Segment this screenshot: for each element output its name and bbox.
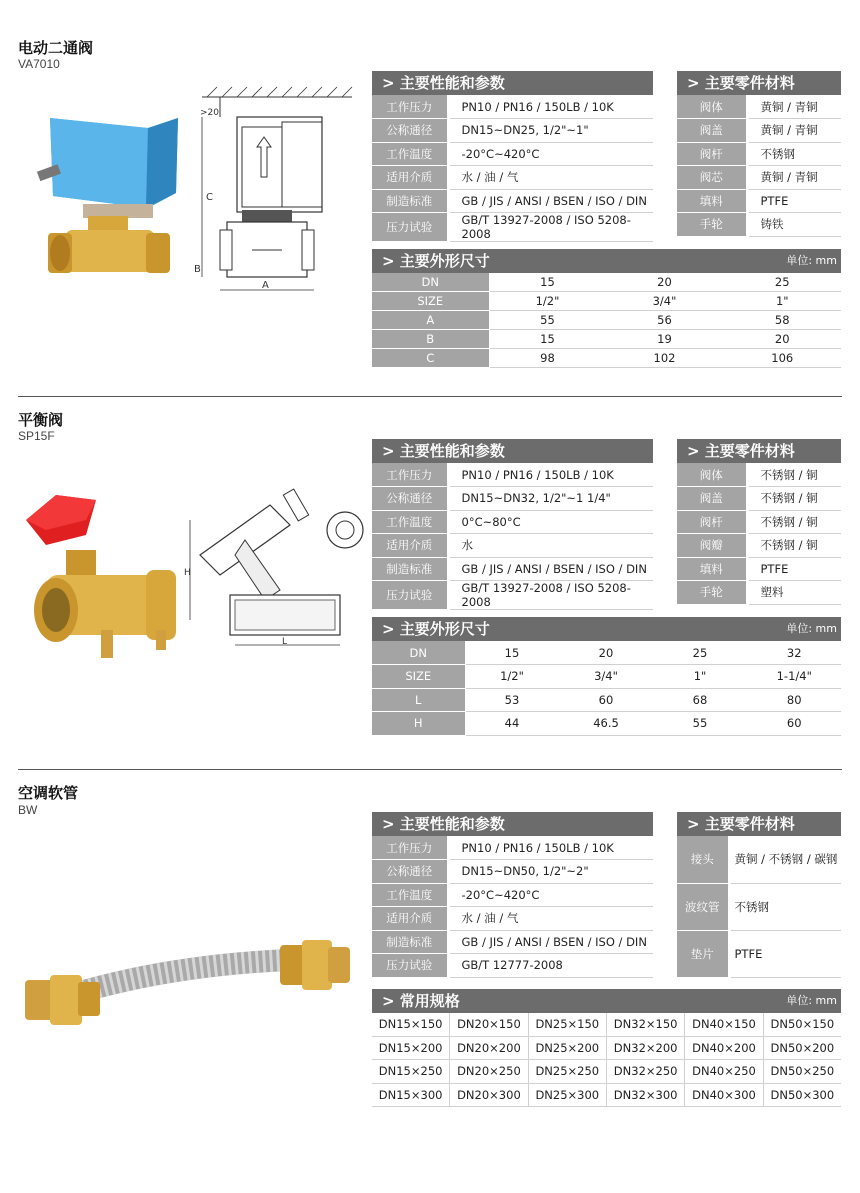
- table-cell: DN40×250: [685, 1060, 763, 1083]
- table-label-cell: H: [372, 712, 465, 736]
- balance-valve-drawing: [180, 480, 370, 660]
- table-cell: 水 / 油 / 气: [448, 166, 653, 190]
- specs-header-label: > 常用规格: [382, 992, 460, 1010]
- table-row: [372, 329, 841, 348]
- table-label-cell: 制造标准: [372, 930, 448, 954]
- table-cell: 80: [747, 688, 841, 712]
- table-cell: 60: [559, 688, 653, 712]
- table-label-cell: 阀瓣: [677, 534, 747, 558]
- table-row: [372, 348, 841, 367]
- table-cell: DN32×250: [606, 1060, 684, 1083]
- table-label-cell: 工作压力: [372, 836, 448, 860]
- table-cell: GB / JIS / ANSI / BSEN / ISO / DIN: [448, 189, 653, 213]
- table-cell: 32: [747, 641, 841, 665]
- specs-table: [372, 1013, 841, 1107]
- drawing-label-h: H: [184, 568, 191, 578]
- table-cell: DN50×300: [763, 1083, 841, 1106]
- materials-table: [677, 95, 841, 237]
- table-cell: DN15~DN32, 1/2"~1 1/4": [448, 487, 653, 511]
- table-label-cell: 接头: [677, 836, 729, 883]
- table-row: [372, 641, 841, 665]
- materials-table: [677, 463, 841, 605]
- table-row: [372, 487, 653, 511]
- table-cell: 15: [465, 641, 559, 665]
- params-table: [372, 836, 653, 978]
- dims-header: [372, 617, 841, 641]
- table-cell: DN25×300: [528, 1083, 606, 1106]
- table-cell: 15: [489, 273, 606, 291]
- table-cell: 25: [723, 273, 841, 291]
- table-row: [372, 534, 653, 558]
- drawing-label-b: B: [194, 264, 201, 275]
- table-label-cell: 制造标准: [372, 189, 448, 213]
- table-label-cell: 工作温度: [372, 142, 448, 166]
- table-row: [372, 189, 653, 213]
- table-row: [372, 712, 841, 736]
- drawing-label-a: A: [262, 280, 269, 291]
- table-cell: 0°C~80°C: [448, 510, 653, 534]
- table-label-cell: DN: [372, 273, 489, 291]
- table-cell: 55: [653, 712, 747, 736]
- table-cell: 水: [448, 534, 653, 558]
- table-cell: DN50×250: [763, 1060, 841, 1083]
- table-row: [372, 907, 653, 931]
- table-cell: DN15×150: [372, 1013, 450, 1036]
- unit-label: 单位: mm: [786, 622, 837, 635]
- table-cell: DN50×150: [763, 1013, 841, 1036]
- dims-table: [372, 641, 841, 736]
- table-row: [372, 836, 653, 860]
- unit-label: 单位: mm: [786, 994, 837, 1007]
- table-row: [372, 510, 653, 534]
- motorized-valve-drawing: [192, 82, 357, 297]
- table-label-cell: 公称通径: [372, 860, 448, 884]
- flexible-hose-photo: [20, 935, 355, 1035]
- table-cell: -20°C~420°C: [448, 883, 653, 907]
- table-cell: 1": [723, 291, 841, 310]
- product-code: SP15F: [18, 429, 55, 443]
- table-row: [372, 119, 653, 143]
- table-label-cell: 压力试验: [372, 954, 448, 978]
- table-label-cell: 制造标准: [372, 557, 448, 581]
- product-title: 电动二通阀: [18, 39, 94, 57]
- table-cell: DN15~DN25, 1/2"~1": [448, 119, 653, 143]
- divider: [18, 396, 842, 397]
- table-cell: 106: [723, 348, 841, 367]
- table-row: [677, 487, 841, 511]
- table-row: [677, 557, 841, 581]
- table-cell: 15: [489, 329, 606, 348]
- table-cell: 1-1/4": [747, 665, 841, 689]
- table-label-cell: 阀芯: [677, 166, 747, 190]
- table-row: [677, 534, 841, 558]
- table-row: [372, 557, 653, 581]
- table-label-cell: 波纹管: [677, 883, 729, 930]
- params-header: > 主要性能和参数: [372, 439, 653, 463]
- table-cell: 20: [723, 329, 841, 348]
- table-row: [677, 119, 841, 143]
- table-row: [677, 510, 841, 534]
- dims-table: [372, 273, 841, 368]
- table-label-cell: 手轮: [677, 581, 747, 605]
- params-table: [372, 463, 653, 610]
- table-cell: DN20×250: [450, 1060, 528, 1083]
- table-label-cell: 适用介质: [372, 534, 448, 558]
- table-label-cell: 垫片: [677, 930, 729, 977]
- table-label-cell: 阀杆: [677, 510, 747, 534]
- table-row: [372, 930, 653, 954]
- drawing-label-c: C: [206, 192, 213, 203]
- table-cell: 56: [606, 310, 723, 329]
- params-table: [372, 95, 653, 242]
- specs-header: [372, 989, 841, 1013]
- table-label-cell: 压力试验: [372, 213, 448, 242]
- table-cell: -20°C~420°C: [448, 142, 653, 166]
- table-label-cell: A: [372, 310, 489, 329]
- divider: [18, 769, 842, 770]
- table-label-cell: 阀盖: [677, 487, 747, 511]
- materials-header: > 主要零件材料: [677, 439, 841, 463]
- table-row: [372, 273, 841, 291]
- params-header: > 主要性能和参数: [372, 812, 653, 836]
- table-cell: 25: [653, 641, 747, 665]
- table-cell: 68: [653, 688, 747, 712]
- drawing-label-top: >20: [200, 108, 219, 118]
- table-label-cell: 阀盖: [677, 119, 747, 143]
- table-cell: GB/T 12777-2008: [448, 954, 653, 978]
- table-cell: 46.5: [559, 712, 653, 736]
- table-cell: 102: [606, 348, 723, 367]
- table-label-cell: 公称通径: [372, 487, 448, 511]
- table-row: [677, 166, 841, 190]
- table-cell: GB / JIS / ANSI / BSEN / ISO / DIN: [448, 930, 653, 954]
- table-cell: DN32×150: [606, 1013, 684, 1036]
- table-cell: 58: [723, 310, 841, 329]
- table-row: [677, 463, 841, 487]
- table-cell: 不锈钢 / 铜: [747, 463, 841, 487]
- table-label-cell: 压力试验: [372, 581, 448, 610]
- product-title: 平衡阀: [18, 411, 64, 429]
- table-label-cell: 工作压力: [372, 463, 448, 487]
- table-label-cell: SIZE: [372, 665, 465, 689]
- table-cell: 1/2": [465, 665, 559, 689]
- table-label-cell: 阀体: [677, 95, 747, 119]
- table-label-cell: 阀体: [677, 463, 747, 487]
- params-header: > 主要性能和参数: [372, 71, 653, 95]
- table-cell: 不锈钢 / 铜: [747, 487, 841, 511]
- unit-label: 单位: mm: [786, 254, 837, 267]
- table-row: [677, 213, 841, 237]
- table-cell: DN40×200: [685, 1036, 763, 1059]
- table-cell: DN25×150: [528, 1013, 606, 1036]
- table-cell: 不锈钢: [747, 142, 841, 166]
- table-row: [372, 310, 841, 329]
- table-row: [677, 883, 841, 930]
- table-row: [372, 166, 653, 190]
- table-row: [677, 95, 841, 119]
- table-cell: 不锈钢 / 铜: [747, 534, 841, 558]
- table-row: [677, 836, 841, 883]
- table-cell: 1/2": [489, 291, 606, 310]
- table-row: [372, 883, 653, 907]
- product-title: 空调软管: [18, 784, 79, 802]
- table-cell: 20: [606, 273, 723, 291]
- table-cell: 44: [465, 712, 559, 736]
- table-row: [677, 581, 841, 605]
- table-cell: 铸铁: [747, 213, 841, 237]
- table-row: [372, 213, 653, 242]
- table-row: [372, 1060, 841, 1083]
- balance-valve-photo: [16, 490, 186, 675]
- table-row: [372, 581, 653, 610]
- table-cell: 黄铜 / 不锈钢 / 碳钢: [729, 836, 841, 883]
- dims-header: [372, 249, 841, 273]
- dims-header-label: > 主要外形尺寸: [382, 620, 490, 638]
- table-cell: 1": [653, 665, 747, 689]
- table-row: [372, 665, 841, 689]
- table-cell: 3/4": [606, 291, 723, 310]
- table-cell: PN10 / PN16 / 150LB / 10K: [448, 836, 653, 860]
- table-label-cell: 填料: [677, 189, 747, 213]
- table-cell: DN20×300: [450, 1083, 528, 1106]
- table-cell: 20: [559, 641, 653, 665]
- table-cell: DN50×200: [763, 1036, 841, 1059]
- table-cell: 55: [489, 310, 606, 329]
- materials-header: > 主要零件材料: [677, 812, 841, 836]
- table-cell: 黄铜 / 青铜: [747, 95, 841, 119]
- table-label-cell: 阀杆: [677, 142, 747, 166]
- table-row: [372, 463, 653, 487]
- table-label-cell: 工作温度: [372, 883, 448, 907]
- table-row: [372, 688, 841, 712]
- table-label-cell: 工作温度: [372, 510, 448, 534]
- table-cell: DN25×200: [528, 1036, 606, 1059]
- table-cell: PTFE: [729, 930, 841, 977]
- table-cell: DN20×200: [450, 1036, 528, 1059]
- table-cell: GB / JIS / ANSI / BSEN / ISO / DIN: [448, 557, 653, 581]
- table-row: [677, 189, 841, 213]
- table-cell: DN15×300: [372, 1083, 450, 1106]
- table-cell: PTFE: [747, 557, 841, 581]
- table-row: [372, 291, 841, 310]
- table-row: [677, 930, 841, 977]
- table-cell: PN10 / PN16 / 150LB / 10K: [448, 463, 653, 487]
- table-cell: 3/4": [559, 665, 653, 689]
- table-cell: 黄铜 / 青铜: [747, 166, 841, 190]
- table-label-cell: C: [372, 348, 489, 367]
- table-cell: 60: [747, 712, 841, 736]
- table-cell: 黄铜 / 青铜: [747, 119, 841, 143]
- table-label-cell: 工作压力: [372, 95, 448, 119]
- table-row: [372, 1036, 841, 1059]
- table-cell: 水 / 油 / 气: [448, 907, 653, 931]
- table-cell: 53: [465, 688, 559, 712]
- materials-header: > 主要零件材料: [677, 71, 841, 95]
- table-cell: DN20×150: [450, 1013, 528, 1036]
- table-cell: 塑料: [747, 581, 841, 605]
- table-label-cell: 手轮: [677, 213, 747, 237]
- table-cell: DN40×150: [685, 1013, 763, 1036]
- product-code: VA7010: [18, 57, 60, 71]
- table-row: [677, 142, 841, 166]
- product-code: BW: [18, 803, 38, 817]
- table-label-cell: 公称通径: [372, 119, 448, 143]
- table-cell: PTFE: [747, 189, 841, 213]
- table-cell: DN25×250: [528, 1060, 606, 1083]
- table-cell: DN32×300: [606, 1083, 684, 1106]
- table-cell: GB/T 13927-2008 / ISO 5208-2008: [448, 213, 653, 242]
- table-cell: 不锈钢 / 铜: [747, 510, 841, 534]
- table-row: [372, 1013, 841, 1036]
- table-label-cell: 适用介质: [372, 166, 448, 190]
- dims-header-label: > 主要外形尺寸: [382, 252, 490, 270]
- table-cell: 98: [489, 348, 606, 367]
- table-cell: 不锈钢: [729, 883, 841, 930]
- table-label-cell: DN: [372, 641, 465, 665]
- table-label-cell: 适用介质: [372, 907, 448, 931]
- table-cell: GB/T 13927-2008 / ISO 5208-2008: [448, 581, 653, 610]
- table-cell: DN32×200: [606, 1036, 684, 1059]
- table-label-cell: SIZE: [372, 291, 489, 310]
- table-label-cell: B: [372, 329, 489, 348]
- table-row: [372, 142, 653, 166]
- table-row: [372, 954, 653, 978]
- motorized-valve-photo: [28, 108, 188, 288]
- table-cell: PN10 / PN16 / 150LB / 10K: [448, 95, 653, 119]
- table-label-cell: 填料: [677, 557, 747, 581]
- table-cell: DN15×200: [372, 1036, 450, 1059]
- table-row: [372, 860, 653, 884]
- table-cell: 19: [606, 329, 723, 348]
- drawing-label-l: L: [282, 637, 288, 647]
- table-cell: DN15×250: [372, 1060, 450, 1083]
- table-cell: DN40×300: [685, 1083, 763, 1106]
- table-label-cell: L: [372, 688, 465, 712]
- table-cell: DN15~DN50, 1/2"~2": [448, 860, 653, 884]
- table-row: [372, 95, 653, 119]
- materials-table: [677, 836, 841, 978]
- table-row: [372, 1083, 841, 1106]
